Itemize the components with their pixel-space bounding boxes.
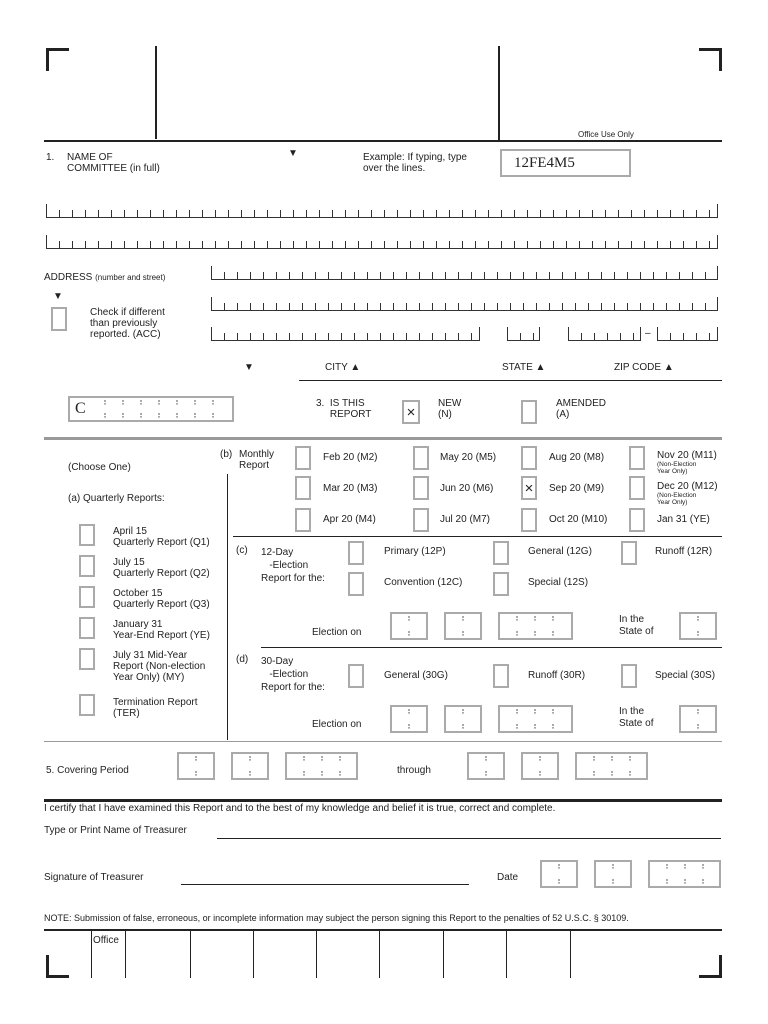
ye-checkbox[interactable] (79, 617, 95, 639)
m6-checkbox[interactable] (413, 476, 429, 500)
zip-field[interactable] (568, 327, 641, 341)
30g-checkbox[interactable] (348, 664, 364, 688)
section4-top-rule (44, 437, 722, 440)
m5-label: May 20 (M5) (440, 452, 497, 463)
12r-label: Runoff (12R) (655, 546, 713, 557)
12p-checkbox[interactable] (348, 541, 364, 565)
item3-label: 3. IS THIS REPORT (316, 398, 372, 420)
signature-field[interactable] (181, 884, 469, 885)
footer-cell-divider (253, 930, 254, 978)
monthly-label: Monthly Report (239, 449, 275, 471)
zip-dash: – (645, 328, 651, 339)
corner-mark-top-left (46, 48, 69, 71)
ter-checkbox[interactable] (79, 694, 95, 716)
covering-from-day[interactable] (231, 752, 269, 780)
d-election-month[interactable] (390, 705, 428, 733)
c-bottom-rule (261, 647, 722, 648)
ye-monthly-checkbox[interactable] (629, 508, 645, 532)
address-changed-label: Check if different than previously reported. (ACC) (90, 307, 165, 340)
m2-checkbox[interactable] (295, 446, 311, 470)
covering-from-month[interactable] (177, 752, 215, 780)
choose-one-label: (Choose One) (68, 462, 131, 473)
q2-label: July 15 Quarterly Report (Q2) (113, 557, 210, 579)
12r-checkbox[interactable] (621, 541, 637, 565)
committee-id-prefix: C (75, 400, 86, 417)
30s-checkbox[interactable] (621, 664, 637, 688)
ye-label: January 31 Year-End Report (YE) (113, 619, 210, 641)
city-field[interactable] (211, 327, 480, 341)
item1-label: NAME OF COMMITTEE (in full) (67, 152, 160, 174)
d-election-day[interactable] (444, 705, 482, 733)
m7-label: Jul 20 (M7) (440, 514, 491, 525)
m5-checkbox[interactable] (413, 446, 429, 470)
committee-name-field-line2[interactable] (46, 235, 718, 249)
footer-cell-divider (125, 930, 126, 978)
m7-checkbox[interactable] (413, 508, 429, 532)
12g-label: General (12G) (528, 546, 592, 557)
my-checkbox[interactable] (79, 648, 95, 670)
item1-number: 1. (46, 152, 55, 163)
footer-office-label: Office (93, 935, 119, 946)
address-rule (299, 380, 722, 381)
m4-checkbox[interactable] (295, 508, 311, 532)
ye-monthly-label: Jan 31 (YE) (657, 514, 710, 525)
q3-label: October 15 Quarterly Report (Q3) (113, 588, 210, 610)
address-street-field-line2[interactable] (211, 297, 718, 311)
d-election-on-label: Election on (312, 719, 362, 730)
example-value-box: 12FE4M5 (500, 149, 631, 177)
sign-date-day[interactable] (594, 860, 632, 888)
certify-top-rule (44, 799, 722, 802)
city-label: CITY ▲ (325, 362, 361, 373)
footer-cell-divider (570, 930, 571, 978)
footer-cell-divider (443, 930, 444, 978)
footer-cell-divider (190, 930, 191, 978)
down-arrow-icon: ▼ (53, 291, 63, 302)
treasurer-name-field[interactable] (217, 838, 721, 839)
c-election-year[interactable] (498, 612, 573, 640)
30s-label: Special (30S) (655, 670, 716, 681)
q3-checkbox[interactable] (79, 586, 95, 608)
corner-mark-bottom-left (46, 955, 69, 978)
penalty-note: NOTE: Submission of false, erroneous, or incomplete information may subject the person signing this Report to the penalties of 52 U.S.C. § 30109. (44, 913, 629, 923)
signature-label: Signature of Treasurer (44, 872, 144, 883)
m9-checkbox[interactable]: × (521, 476, 537, 500)
c-label: 12-Day -Election Report for the: (261, 547, 325, 584)
30g-label: General (30G) (384, 670, 448, 681)
footer-cell-divider (379, 930, 380, 978)
down-arrow-icon: ▼ (244, 362, 254, 373)
footer-cell-divider (316, 930, 317, 978)
address-label: ADDRESS (number and street) (44, 272, 166, 283)
treasurer-name-label: Type or Print Name of Treasurer (44, 825, 187, 836)
header-divider-left (155, 46, 157, 139)
address-changed-checkbox[interactable] (51, 307, 67, 331)
zip-plus4-field[interactable] (657, 327, 718, 341)
header-bottom-rule (44, 140, 722, 142)
committee-id-field[interactable] (68, 396, 234, 422)
footer-cell-divider (91, 930, 92, 978)
section4-divider (227, 474, 228, 740)
m8-checkbox[interactable] (521, 446, 537, 470)
covering-period-label: 5. Covering Period (46, 765, 129, 776)
12p-label: Primary (12P) (384, 546, 446, 557)
m9-label: Sep 20 (M9) (549, 483, 605, 494)
q1-checkbox[interactable] (79, 524, 95, 546)
date-label: Date (497, 872, 519, 883)
amended-report-checkbox[interactable] (521, 400, 537, 424)
covering-from-year[interactable] (285, 752, 358, 780)
c-election-month[interactable] (390, 612, 428, 640)
12c-label: Convention (12C) (384, 577, 463, 588)
m12-note: (Non-Election Year Only) (657, 492, 697, 506)
header-divider-right (498, 46, 500, 141)
ter-label: Termination Report (TER) (113, 697, 198, 719)
new-report-checkbox[interactable]: × (402, 400, 420, 424)
q1-label: April 15 Quarterly Report (Q1) (113, 526, 210, 548)
12s-checkbox[interactable] (493, 572, 509, 596)
c-election-on-label: Election on (312, 627, 362, 638)
d-election-year[interactable] (498, 705, 573, 733)
m3-label: Mar 20 (M3) (323, 483, 378, 494)
m8-label: Aug 20 (M8) (549, 452, 605, 463)
zip-label: ZIP CODE ▲ (614, 362, 674, 373)
my-label: July 31 Mid-Year Report (Non-election Year Only) (MY) (113, 650, 206, 683)
d-state-field[interactable] (679, 705, 717, 733)
q2-checkbox[interactable] (79, 555, 95, 577)
d-state-of-label: In the State of (619, 706, 654, 729)
monthly-marker: (b) (220, 449, 233, 460)
12c-checkbox[interactable] (348, 572, 364, 596)
m11-note: (Non-Election Year Only) (657, 461, 697, 475)
amended-report-label: AMENDED (A) (556, 398, 607, 420)
m12-label: Dec 20 (M12) (657, 481, 718, 492)
m2-label: Feb 20 (M2) (323, 452, 378, 463)
30r-checkbox[interactable] (493, 664, 509, 688)
covering-to-year[interactable] (575, 752, 648, 780)
sign-date-year[interactable] (648, 860, 721, 888)
c-state-field[interactable] (679, 612, 717, 640)
m12-checkbox[interactable] (629, 476, 645, 500)
new-report-label: NEW (N) (438, 398, 462, 420)
30r-label: Runoff (30R) (528, 670, 586, 681)
committee-name-field-line1[interactable] (46, 204, 718, 218)
state-label: STATE ▲ (502, 362, 546, 373)
footer-cell-divider (506, 930, 507, 978)
office-use-only: Office Use Only (578, 130, 634, 139)
m11-label: Nov 20 (M11) (657, 450, 717, 461)
12g-checkbox[interactable] (493, 541, 509, 565)
covering-to-day[interactable] (521, 752, 559, 780)
section4-bottom-rule (44, 741, 722, 742)
address-street-field-line1[interactable] (211, 266, 718, 280)
quarterly-reports-label: (a) Quarterly Reports: (68, 493, 165, 504)
m4-label: Apr 20 (M4) (323, 514, 376, 525)
corner-mark-bottom-right (699, 955, 722, 978)
c-marker: (c) (236, 545, 248, 556)
covering-to-month[interactable] (467, 752, 505, 780)
m11-checkbox[interactable] (629, 446, 645, 470)
m6-label: Jun 20 (M6) (440, 483, 494, 494)
down-arrow-icon: ▼ (288, 148, 298, 159)
certify-statement: I certify that I have examined this Report and to the best of my knowledge and belief it is true, correct and complete. (44, 803, 556, 814)
c-election-day[interactable] (444, 612, 482, 640)
d-marker: (d) (236, 654, 249, 665)
footer-top-rule (44, 929, 722, 931)
corner-mark-top-right (699, 48, 722, 71)
state-field[interactable] (507, 327, 540, 341)
through-label: through (397, 765, 431, 776)
monthly-bottom-rule (233, 536, 722, 537)
c-state-of-label: In the State of (619, 614, 654, 637)
m10-checkbox[interactable] (521, 508, 537, 532)
example-text: Example: If typing, type over the lines. (363, 152, 467, 174)
m10-label: Oct 20 (M10) (549, 514, 608, 525)
12s-label: Special (12S) (528, 577, 589, 588)
m3-checkbox[interactable] (295, 476, 311, 500)
d-label: 30-Day -Election Report for the: (261, 656, 325, 693)
sign-date-month[interactable] (540, 860, 578, 888)
